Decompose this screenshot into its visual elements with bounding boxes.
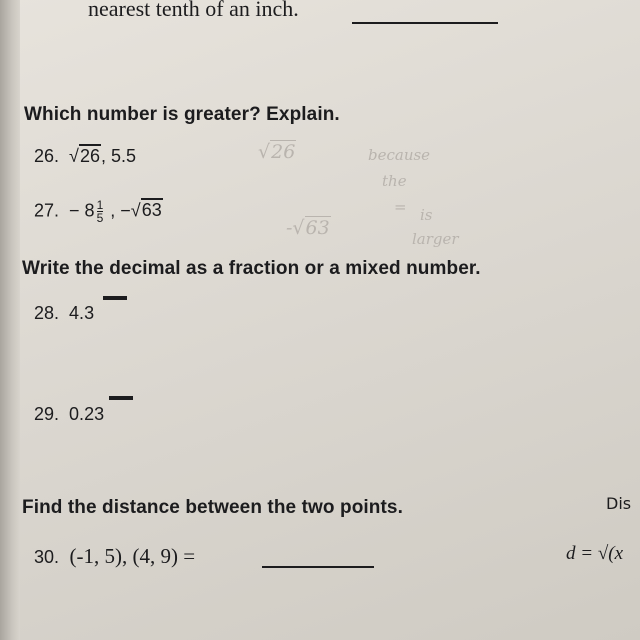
handwritten-equals: =: [394, 198, 407, 216]
problem-29: [34, 404, 104, 425]
handwritten-radical-sign: √: [292, 217, 305, 239]
handwritten-radicand: 63: [305, 217, 330, 239]
distance-formula: d = √(x: [566, 543, 624, 564]
problem-number: 26.: [34, 146, 60, 166]
handwritten-the: the: [382, 172, 407, 190]
handwritten-radical-sign: √: [258, 141, 271, 163]
problem-number: 30.: [34, 547, 60, 567]
problem-tail: , 5.5: [100, 146, 136, 166]
formula-label: Dis: [606, 494, 632, 513]
handwritten-because: because: [368, 146, 431, 164]
handwritten-radicand: 26: [271, 141, 296, 163]
repeating-bar: [109, 396, 133, 400]
repeating-bar: [103, 296, 127, 300]
fraction-numerator: 1: [96, 198, 104, 212]
radical-sign: √: [69, 146, 79, 166]
fraction: [97, 199, 104, 224]
radicand: 26: [79, 146, 100, 166]
handwritten-minus: -: [286, 217, 293, 239]
binding-edge: [0, 0, 20, 640]
handwritten-larger: larger: [412, 230, 459, 248]
handwritten-sqrt-26: [258, 141, 296, 163]
problem-30: [34, 544, 195, 569]
section-heading-fraction: Write the decimal as a fraction or a mixed number.: [22, 258, 481, 279]
decimal-whole: 0.: [69, 404, 85, 424]
handwritten-is: is: [420, 206, 433, 224]
radicand: 63: [141, 200, 162, 221]
repeating-digits: 23: [84, 404, 105, 424]
section-heading-greater: Which number is greater? Explain.: [24, 104, 340, 125]
problem-26: [34, 146, 136, 167]
problem-number: 28.: [34, 303, 60, 323]
answer-blank-30[interactable]: [262, 566, 374, 568]
problem-points: (-1, 5), (4, 9) =: [69, 544, 196, 568]
radical-sign: √: [130, 200, 141, 221]
handwritten-neg-sqrt-63: [286, 217, 331, 239]
problem-number: 29.: [34, 404, 60, 424]
problem-27: [34, 199, 163, 224]
problem-number: 27.: [34, 200, 60, 221]
mixed-number-whole: − 8: [69, 200, 95, 221]
answer-blank-top[interactable]: [352, 22, 498, 24]
problem-28: [34, 303, 94, 324]
fraction-denominator: 5: [96, 211, 104, 225]
section-heading-distance: Find the distance between the two points.: [22, 497, 403, 518]
decimal-whole: 4.: [69, 303, 85, 323]
repeating-digits: 3: [84, 303, 95, 323]
top-line-text: nearest tenth of an inch.: [88, 0, 299, 21]
problem-mid: , −: [110, 200, 131, 221]
